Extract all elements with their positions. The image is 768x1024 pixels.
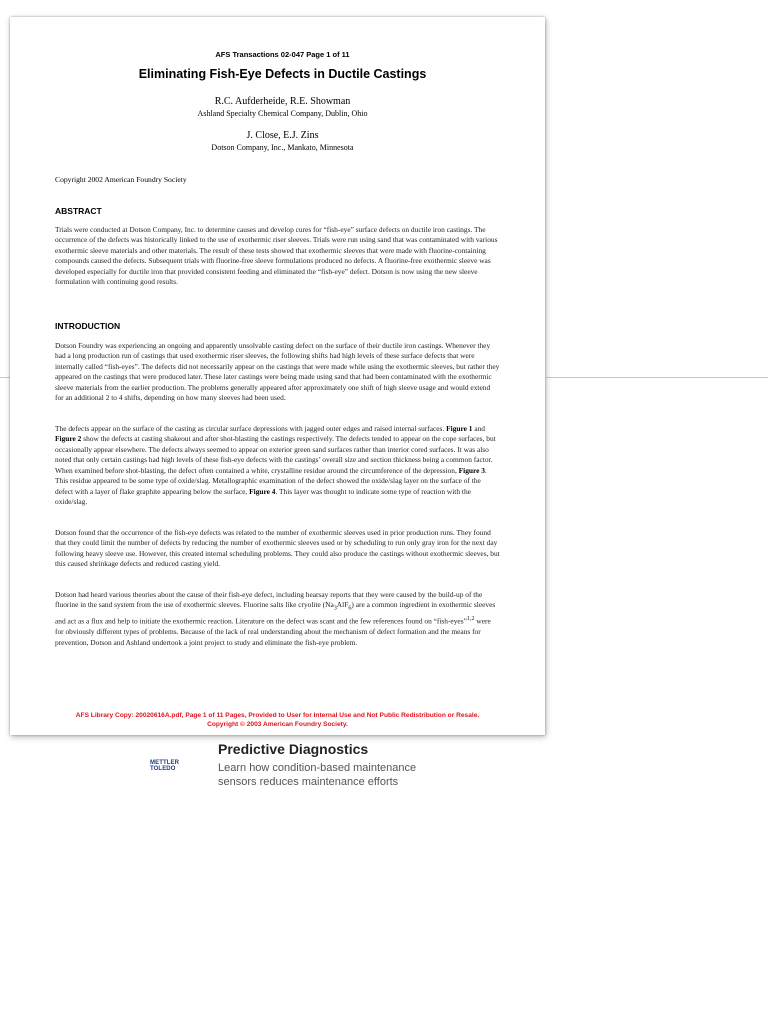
page-header: AFS Transactions 02-047 Page 1 of 11 [215,50,350,59]
abstract-heading: ABSTRACT [55,206,102,216]
affiliation-line-2: Dotson Company, Inc., Mankato, Minnesota [211,143,354,152]
figure-3-ref: Figure 3 [458,465,485,475]
mettler-toledo-logo: METTLER TOLEDO [150,760,180,772]
ad-title[interactable]: Predictive Diagnostics [218,741,369,757]
viewer-edge-rule-left [0,377,10,378]
figure-2-ref: Figure 2 [55,434,82,444]
intro-paragraph-3: Dotson found that the occurrence of the fish-eye defects was related to the number of exothermic sleeves used in prior production runs. They found that they could limit the number of defects by reducing the number of exothermic sleeves used or by scheduling to run only gray iron for the next day following heavy sleeve use. However, this created internal scheduling problems. They could also produce the castings without exothermic sleeves, but this caused shrinkage defects and reduced casting yield. [55,528,500,569]
document-title: Eliminating Fish-Eye Defects in Ductile Castings [138,67,427,81]
figure-4-ref: Figure 4 [249,486,276,496]
intro-paragraph-4: Dotson had heard various theories about the cause of their fish-eye defect, including hearsay reports that they were caused by the build-up of the fluorine in the sand system from the use of exothermic sleeves. Fluorine salts like cryolite $(Na_3AlF_6)$ are a common ingredient in exothermic sleeves and act as a flux and help to initiate the exothermic reaction. Literature on the defect was scant and the few references found on “fish-eyes”$^{1,2}$ were for obviously different types of problems. Because of the lack of real understanding about the mechanism of defect formation and the means for prevention, Dotson and Ashland undertook a joint project to study and eliminate the fish-eye problem. [55,590,496,647]
intro-paragraph-2: The defects appear on the surface of the casting as circular surface depressions with jagged outer edges and raised internal surfaces. Figure 1 and Figure 2 show the defects at casting shakeout and after shot-blasting the castings respectively. The defects tended to appear on the cope surfaces, but occasionally appear elsewhere. The defects always seemed to appear on exterior green sand surfaces rather than interior cored surfaces. It was also noted that only certain castings had high levels of these fish-eye defects with the castings’ overall size and section thickness being a common factor. When examined before shot-blasting, the defect often contained a white, crystalline residue around the circumference of the depression, Figure 3. This residue appeared to be some type of oxide/slag. Metallographic examination of the defect showed the oxide/slag layer on the surface of the defect with a layer of flake graphite appearing below the surface, Figure 4. This layer was thought to indicate some type of reaction with the oxide/slag. [55,424,496,507]
authors-line-2: J. Close, E.J. Zins [246,130,319,141]
ad-banner[interactable] [150,740,550,800]
library-copy-notice: AFS Library Copy: 20020616A.pdf, Page 1 of 11 Pages, Provided to User for Internal Use and Not Public Redistribution or Resale. [75,712,480,719]
copyright-notice: Copyright 2002 American Foundry Society [55,175,187,184]
abstract-paragraph: Trials were conducted at Dotson Company, Inc. to determine causes and develop cures for “fish-eye” surface defects on ductile iron castings. The occurrence of the defects was historically linked to the use of exothermic riser sleeves. Trials were run using sand that was contaminated with various exothermic sleeve materials and other materials. The result of these tests showed that exothermic sleeves that were made with fluorine-containing compounds caused the defects. Subsequent trials with fluorine-free sleeve formulations produced no defects. A fluorine-free exothermic sleeve was developed especially for ductile iron that provided consistent feeding and eliminated the “fish-eye” defect. Dotson is now using the new sleeve formulation with continuing good results. [55,225,498,287]
viewer-edge-rule-right [546,377,768,378]
authors-line-1: R.C. Aufderheide, R.E. Showman [214,96,351,107]
figure-1-ref: Figure 1 [446,424,473,433]
affiliation-line-1: Ashland Specialty Chemical Company, Dublin, Ohio [197,109,368,118]
introduction-heading: INTRODUCTION [55,321,121,331]
footer-copyright: Copyright © 2003 American Foundry Society. [207,721,348,728]
ad-description-line-1: Learn how condition-based maintenance [218,762,417,774]
document-page [10,17,545,735]
ad-description [218,761,417,795]
ad-description-line-2: sensors reduces maintenance efforts [218,776,399,788]
intro-paragraph-1: Dotson Foundry was experiencing an ongoing and apparently unsolvable casting defect on the surface of their ductile iron castings. Whenever they had a long production run of castings that used exothermic riser sleeves, the following shifts had high levels of these surface defects that were internally called “fish-eyes”. The defects did not necessarily appear on the castings that were made while using the exothermic sleeves, but rather they appeared on the castings that were produced later. These later castings were being made using sand that had been contaminated with the exothermic sleeve materials from the earlier production. The problems generally appeared after approximately one shift of high sleeve usage and would extend for an additional 2 to 4 shifts, depending on how many sleeves had been used. [55,341,500,403]
